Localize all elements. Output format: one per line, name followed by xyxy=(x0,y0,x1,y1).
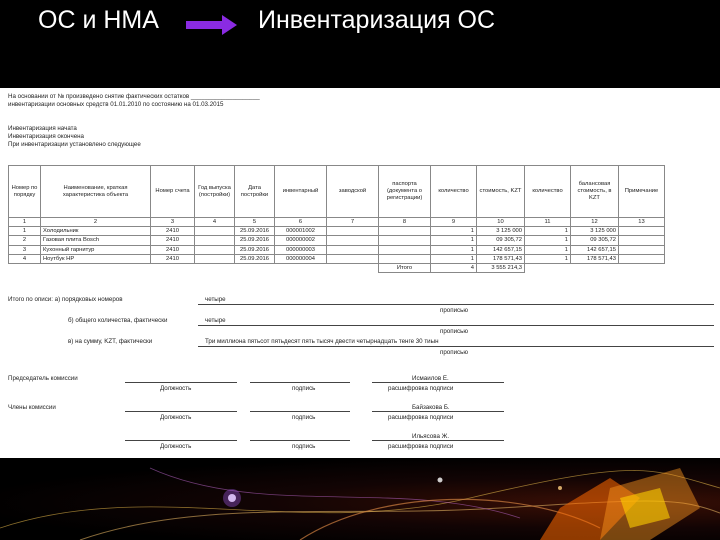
summary-value-3: Три миллиона пятьсот пятьдесят пять тысяч двести четырнадцать тенге 30 тиын xyxy=(205,338,439,345)
column-number-row xyxy=(9,218,665,227)
signer-name-1: Исмаилов Е. xyxy=(412,375,449,382)
cell-note xyxy=(619,227,665,236)
cell-passport xyxy=(379,227,431,236)
summary-label-2: б) общего количества, фактически xyxy=(68,317,168,324)
cell-date: 25.09.2016 xyxy=(235,236,275,245)
decode-caption-1: расшифровка подписи xyxy=(388,385,454,392)
decode-caption-2: расшифровка подписи xyxy=(388,414,454,421)
column-header: заводской xyxy=(327,166,379,218)
column-header: Примечание xyxy=(619,166,665,218)
cell-name: Ноутбук HP xyxy=(41,254,151,263)
intro-line-1: На основании от № произведено снятие фактических остатков ____________________ xyxy=(8,93,260,100)
cell-account: 2410 xyxy=(151,245,195,254)
cell-book-qty: 1 xyxy=(525,227,571,236)
cell-passport xyxy=(379,254,431,263)
signature-line xyxy=(125,440,237,441)
column-number: 9 xyxy=(431,218,477,227)
cell-passport xyxy=(379,236,431,245)
cell-serial-no xyxy=(327,254,379,263)
column-header: количество xyxy=(525,166,571,218)
column-number: 12 xyxy=(571,218,619,227)
chairman-label: Председатель комиссии xyxy=(8,375,78,382)
column-number: 13 xyxy=(619,218,665,227)
signature-line xyxy=(250,411,350,412)
slide-header xyxy=(0,0,720,88)
column-number: 2 xyxy=(41,218,151,227)
cell-book-value: 3 125 000 xyxy=(571,227,619,236)
cell-year xyxy=(195,254,235,263)
cell-value: 142 657,15 xyxy=(477,245,525,254)
decorative-footer xyxy=(0,458,720,540)
column-header: Номер счета xyxy=(151,166,195,218)
cell-qty: 1 xyxy=(431,236,477,245)
column-header: Дата постройки xyxy=(235,166,275,218)
column-number: 6 xyxy=(275,218,327,227)
cell-date: 25.09.2016 xyxy=(235,254,275,263)
intro-line-3: Инвентаризация начата xyxy=(8,125,77,132)
cell-book-value: 09 305,72 xyxy=(571,236,619,245)
inventory-document xyxy=(0,88,720,458)
column-header: инвентарный xyxy=(275,166,327,218)
cell-name: Холодильник xyxy=(41,227,151,236)
cell-name: Газовая плита Bosch xyxy=(41,236,151,245)
column-number: 1 xyxy=(9,218,41,227)
summary-value-1: четыре xyxy=(205,296,226,303)
signer-name-3: Ильясова Ж. xyxy=(412,433,450,440)
column-number: 5 xyxy=(235,218,275,227)
total-qty: 4 xyxy=(431,263,477,272)
signer-name-2: Байзакова Б. xyxy=(412,404,450,411)
table-row xyxy=(9,236,665,245)
summary-caption-1: прописью xyxy=(440,307,468,314)
arrow-right-icon xyxy=(186,14,238,36)
sign-caption-1: подпись xyxy=(292,385,316,392)
signature-line xyxy=(372,440,504,441)
column-header: количество xyxy=(431,166,477,218)
column-number: 7 xyxy=(327,218,379,227)
signature-line xyxy=(125,411,237,412)
intro-line-4: Инвентаризация окончена xyxy=(8,133,84,140)
cell-year xyxy=(195,227,235,236)
summary-value-2: четыре xyxy=(205,317,226,324)
cell-passport xyxy=(379,245,431,254)
cell-book-qty: 1 xyxy=(525,254,571,263)
intro-line-2: инвентаризации основных средств 01.01.2010 по состоянию на 01.03.2015 xyxy=(8,101,224,108)
column-header: Наименование, краткая характеристика объекта xyxy=(41,166,151,218)
section-title: ОС и НМА xyxy=(38,6,159,34)
cell-book-value: 142 657,15 xyxy=(571,245,619,254)
cell-qty: 1 xyxy=(431,227,477,236)
members-label: Члены комиссии xyxy=(8,404,56,411)
position-caption-2: Должность xyxy=(160,414,192,421)
cell-value: 3 125 000 xyxy=(477,227,525,236)
cell-note xyxy=(619,236,665,245)
summary-line-1 xyxy=(198,304,714,305)
total-label: Итого xyxy=(379,263,431,272)
signature-line xyxy=(250,440,350,441)
cell-value: 178 571,43 xyxy=(477,254,525,263)
cell-date: 25.09.2016 xyxy=(235,227,275,236)
cell-note xyxy=(619,254,665,263)
cell-account: 2410 xyxy=(151,254,195,263)
column-number: 8 xyxy=(379,218,431,227)
total-value: 3 555 214,3 xyxy=(477,263,525,272)
cell-index: 3 xyxy=(9,245,41,254)
cell-book-value: 178 571,43 xyxy=(571,254,619,263)
abstract-lights-icon xyxy=(0,458,720,540)
cell-date: 25.09.2016 xyxy=(235,245,275,254)
column-header: Номер по порядку xyxy=(9,166,41,218)
cell-qty: 1 xyxy=(431,245,477,254)
cell-note xyxy=(619,245,665,254)
cell-inventory-no: 000001002 xyxy=(275,227,327,236)
cell-qty: 1 xyxy=(431,254,477,263)
signature-line xyxy=(125,382,237,383)
cell-inventory-no: 000000002 xyxy=(275,236,327,245)
signature-line xyxy=(372,411,504,412)
summary-caption-2: прописью xyxy=(440,328,468,335)
signature-line xyxy=(250,382,350,383)
cell-account: 2410 xyxy=(151,236,195,245)
cell-serial-no xyxy=(327,236,379,245)
cell-index: 1 xyxy=(9,227,41,236)
cell-index: 4 xyxy=(9,254,41,263)
inventory-table xyxy=(8,165,665,273)
cell-index: 2 xyxy=(9,236,41,245)
cell-serial-no xyxy=(327,245,379,254)
column-number: 11 xyxy=(525,218,571,227)
cell-inventory-no: 000000003 xyxy=(275,245,327,254)
sign-caption-3: подпись xyxy=(292,443,316,450)
position-caption-1: Должность xyxy=(160,385,192,392)
total-row xyxy=(9,263,665,272)
summary-label-3: в) на сумму, KZT, фактически xyxy=(68,338,153,345)
intro-line-5: При инвентаризации установлено следующее xyxy=(8,141,141,148)
cell-value: 09 305,72 xyxy=(477,236,525,245)
cell-year xyxy=(195,236,235,245)
cell-inventory-no: 000000004 xyxy=(275,254,327,263)
decode-caption-3: расшифровка подписи xyxy=(388,443,454,450)
column-header: Год выпуска (постройки) xyxy=(195,166,235,218)
table-row xyxy=(9,254,665,263)
cell-book-qty: 1 xyxy=(525,245,571,254)
column-header: стоимость, KZT xyxy=(477,166,525,218)
slide-title: Инвентаризация ОС xyxy=(258,6,496,34)
sign-caption-2: подпись xyxy=(292,414,316,421)
summary-caption-3: прописью xyxy=(440,349,468,356)
signature-line xyxy=(372,382,504,383)
cell-serial-no xyxy=(327,227,379,236)
cell-account: 2410 xyxy=(151,227,195,236)
column-number: 4 xyxy=(195,218,235,227)
column-header: паспорта (документа о регистрации) xyxy=(379,166,431,218)
summary-label-1: Итого по описи: а) порядковых номеров xyxy=(8,296,123,303)
table-row xyxy=(9,245,665,254)
column-header: балансовая стоимость, в KZT xyxy=(571,166,619,218)
column-number: 3 xyxy=(151,218,195,227)
summary-line-2 xyxy=(198,325,714,326)
summary-line-3 xyxy=(198,346,714,347)
table-row xyxy=(9,227,665,236)
position-caption-3: Должность xyxy=(160,443,192,450)
column-number: 10 xyxy=(477,218,525,227)
cell-book-qty: 1 xyxy=(525,236,571,245)
cell-year xyxy=(195,245,235,254)
cell-name: Кухонный гарнитур xyxy=(41,245,151,254)
